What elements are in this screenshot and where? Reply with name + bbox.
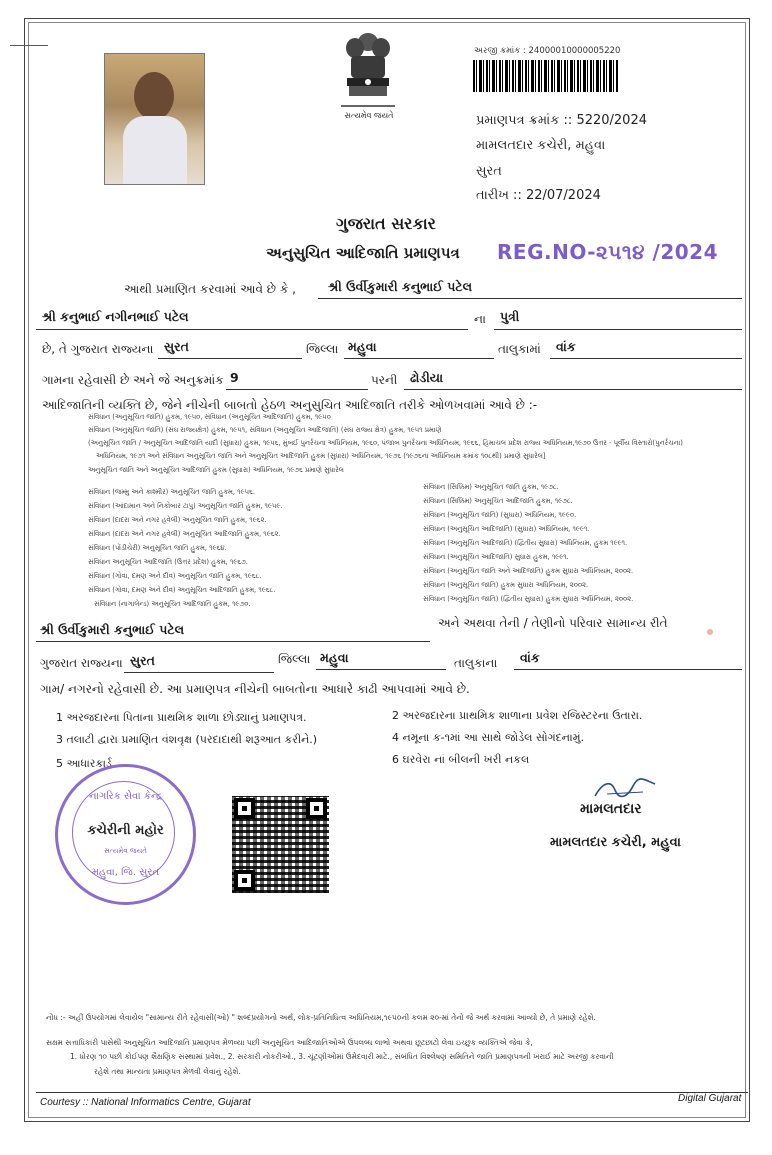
taluka-underline [344,357,494,359]
order-line: અધિનિયમ, ૧૯૭૧ અને સંવિધાન અનુસૂચિત જાતિ અને અનુસૂચિત આદિજાતિ હુકમ (સુધારા) અધિનિયમ, ૧૯૭૬ (૧૯૭૬ના અધિનિયમ ક્રમાંક ૧૦૮થી) પ્રમાણે સુધારેલ] [96,452,546,460]
certificate-title: અનુસુચિત આદિજાતિ પ્રમાણપત્ર [266,244,460,262]
issue-date: તારીખ :: 22/07/2024 [476,188,601,203]
order-left: સંવિધાન (દાદરા અને નગર હવેલી) અનુસૂચિત આદિજાતિ હુકમ, ૧૯૬૨. [88,530,281,538]
footer-divider [36,1092,748,1093]
serial-underline [226,388,368,390]
family-statement: અને અથવા તેની / તેણીનો પરિવાર સામાન્ય રીતે [438,616,668,630]
order-line: અનુસૂચિત જાતિ અને અનુસૂચિત આદિજાતિ હુકમ (સુધારા) અધિનિયમ, ૧૯૭૬ પ્રમાણે સુધારેલ [88,466,344,474]
family-holder-name: શ્રી ઉર્વીકુમારી કનુભાઈ પટેલ [40,622,185,637]
family-taluka: મહુવા [320,650,349,665]
document-item: 1 અરજદારના પિતાના પ્રાથમિક શાળા છોડ્યાનું પ્રમાણપત્ર. [56,711,307,724]
order-left: સંવિધાન (પોંડીચેરી) અનુસૂચિત જાતિ હુકમ, ૧૯૬૪. [88,544,227,552]
qr-code [232,796,329,893]
order-right: સંવિધાન (સિક્કિમ) અનુસૂચિત આદિજાતિ હુકમ, ૧૯૭૮. [423,497,573,505]
order-left: સંવિધાન (નાગાલેન્ડ) અનુસૂચિત આદિજાતિ હુકમ, ૧૯૭૦. [94,600,251,608]
basis-statement: ગામ/ નગરનો રહેવાસી છે. આ પ્રમાણપત્ર નીચેની બાબતોના આધારે કાઢી આપવામાં આવે છે. [40,682,470,696]
margin-mark [10,45,48,46]
signatory-office: મામલતદાર કચેરી, મહુવા [550,835,681,850]
order-line: (અનુસૂચિત જાતિ / અનુસૂચિત આદિજાતિ યાદી (સુધારા) હુકમ, ૧૯૫૬, મુંબઈ પુનર્રચના અધિનિયમ, ૧૯૬૦, પંજાબ પુનર્રચના અધિનિયમ, ૧૯૬૬, હિમાચલ પ્રદેશ રાજ્ય અધિનિયમ,૧૯૭૦ ઉત્તર - પૂર્વીય વિસ્તારો(પુનર્રચના) [88,439,683,447]
emblem-motto: સત્યમેવ જયતે [344,111,394,120]
holder-name-underline [318,297,742,299]
tribe-statement: આદિજાતિની વ્યક્તિ છે, જેને નીચેની બાબતો હેઠળ અનુસુચિત આદિજાતિ તરીકે ઓળખવામાં આવે છે :- [42,398,538,412]
document-item: 5 આધારકાર્ડ [56,757,112,770]
order-line: સંવિધાન (અનુસૂચિત જાતિ) (સંઘ રાજ્યક્ષેત્ર) હુકમ, ૧૯૫૧, સંવિધાન (અનુસૂચિત આદિજાતિ) (સંઘ રાજ્ય ક્ષેત્ર) હુકમ, ૧૯૫૧ પ્રમાણે [88,426,442,434]
order-right: સંવિધાન (અનુસૂચિત આદિજાતિ) (સુધારા) અધિનિયમ, ૧૯૯૧. [423,525,590,533]
certificate-inner-border [28,22,746,1118]
tribe-name: ઢોડીયા [410,370,444,385]
document-item: 2 અરજદારના પ્રાથમિક શાળાના પ્રવેશ રજિસ્ટરના ઉતારા. [392,709,643,722]
document-item: 4 નમૂના ક-૧માં આ સાથે જોડેલ સોગંદનામું. [392,731,584,744]
order-line: સંવિધાન (અનુસૂચિત જાતિ) હુકમ, ૧૯૫૦, સંવિધાન (અનુસૂચિત આદિજાતિ) હુકમ, ૧૯૫૦ [88,413,331,421]
office-seal [55,764,196,905]
applicant-photo [104,53,205,185]
signatory-title: મામલતદાર [580,801,642,817]
tribe-underline [404,388,742,390]
issuing-place: સુરત [476,164,502,179]
relation-underline [494,328,742,330]
certificate-number: પ્રમાણપત્ર ક્રમાંક :: 5220/2024 [476,113,647,128]
barcode [473,60,619,92]
family-village-underline [514,668,742,670]
order-left: સંવિધાન (દાદરા અને નગર હવેલી) અનુસૂચિત જાતિ હુકમ, ૧૯૬૨. [88,516,267,524]
village: વાંક [556,339,576,354]
family-district-underline [124,671,274,673]
benefit-note: સક્ષમ સત્તાધિકારી પાસેથી અનુસૂચિત આદિજાતિ પ્રમાણપત્ર મેળવ્યા પછી અનુસૂચિત આદિજાતિઓએ ઉપલબ્ધ લાભો અથવા છૂટછાટો લેવા ઇચ્છુક વ્યક્તિએ જેવા કે, [46,1038,533,1047]
sub-label: પરની [371,373,398,387]
national-emblem-icon [335,28,401,118]
order-right: સંવિધાન (અનુસૂચિત જાતિ) (દ્વિતીય સુધારા) હુકમ સુધારા અધિનિયમ, ૨૦૦૨. [423,595,634,603]
family-state-label: ગુજરાત રાજ્યના [40,656,123,670]
benefit-list: 1. ધોરણ ૧૦ પછી કોઈપણ શૈક્ષણિક સંસ્થામાં પ્રવેશ., 2. સરકારી નોકરીઓ., 3. ચૂંટણીઓમાં ઉમેદવારી માટે., સંબંધિત વિશ્લેષણ સમિતિને જાતિ પ્રમાણપત્રની ખરાઈ માટે અરજી કરવાની [70,1052,614,1061]
parent-name: શ્રી કનુભાઈ નગીનભાઈ પટેલ [42,309,189,324]
serial-number: 9 [230,370,239,385]
order-left: સંવિધાન (ગોવા, દમણ અને દીવ) અનુસૂચિત જાતિ હુકમ, ૧૯૬૮. [88,572,262,580]
order-right: સંવિધાન (અનુસૂચિત જાતિ) (સુધારા) અધિનિયમ, ૧૯૯૦. [423,511,577,519]
order-left: સંવિધાન (આંદામાન અને નિકોબાર ટાપુ) અનુસૂચિત જાતિ હુકમ, ૧૯૫૯. [88,502,283,510]
order-right: સંવિધાન (અનુસૂચિત જાતિ) હુકમ સુધારા અધિનિયમ, ૨૦૦૨. [423,581,589,589]
order-left: સંવિધાન (ગોવા, દમણ અને દીવ) અનુસૂચિત આદિજાતિ હુકમ, ૧૯૬૮. [88,586,276,594]
taluka: મહુવા [348,339,377,354]
signature-icon [593,778,657,800]
relation-prefix: ના [474,312,486,326]
state-label: છે, તે ગુજરાત રાજ્યના [42,342,154,356]
district-label: જિલ્લા [306,342,339,356]
family-district: સુરત [130,653,155,668]
parent-name-underline [36,328,468,330]
family-district-label: જિલ્લા [278,652,311,666]
taluka-label: તાલુકામાં [498,342,541,356]
village-underline [550,357,742,359]
seal-rim-bottom: મહુવા, જિ. સુરત [91,867,160,878]
benefit-list-continued: રહેશે તથા માન્યતા પ્રમાણપત્ર મેળવી લેવાનું રહેશે. [94,1067,241,1076]
family-village: વાંક [520,650,540,665]
order-left: સંવિધાન અનુસૂચિત આદિજાતિ (ઉત્તર પ્રદેશ) હુકમ, ૧૯૬૭. [88,558,248,566]
order-left: સંવિધાન (જમ્મુ અને કાશ્મીર) અનુસૂચિત જાતિ હુકમ, ૧૯૫૬. [88,488,255,496]
application-number: અરજી ક્રમાંક : 24000010000005220 [474,46,621,56]
government-title: ગુજરાત સરકાર [336,214,436,233]
order-right: સંવિધાન (અનુસૂચિત આદિજાતિ) (દ્વિતીય સુધારા) અધિનિયમ, હુકમ ૧૯૯૧. [423,539,628,547]
usage-note: નોંધ :- અહીં ઉપયોગમાં લેવાયેલ "સામાન્ય રીતે રહેવાસી(ઓ) " શબ્દપ્રયોગનો અર્થ, લોક-પ્રતિનિધિત્વ અધિનિયમ,૧૯૫૦ની કલમ ૨૦-માં તેનો જે અર્થ કરવામાં આવ્યો છે, તે પ્રમાણે રહેશે. [46,1013,596,1022]
family-taluka-underline [316,668,446,670]
ink-dot [707,629,713,635]
document-item: 3 તલાટી દ્વારા પ્રમાણિત વંશવૃક્ષ (પરદાદાથી શરૂઆત કરીને.) [56,733,318,746]
issuing-office: મામલતદાર કચેરી, મહુવા [476,138,606,153]
registration-number-stamp: REG.NO-૨૫૧૪ /2024 [497,240,718,264]
holder-name: શ્રી ઉર્વીકુમારી કનુભાઈ પટેલ [328,279,473,294]
order-right: સંવિધાન (અનુસૂચિત જાતિ અને આદિજાતિ) હુકમ સુધારા અધિનિયમ, ૨૦૦૨. [423,567,634,575]
relation: પુત્રી [500,309,520,324]
document-item: 6 ઘરવેરા નાં બીલની ખરી નકલ [392,753,530,766]
district: સુરત [164,339,189,354]
order-right: સંવિધાન (સિક્કિમ) અનુસૂચિત જાતિ હુકમ, ૧૯૭૮. [423,483,559,491]
seal-center-text: કચેરીની મહોર [87,823,164,838]
family-holder-underline [36,640,430,642]
seal-rim-top: નાગરિક સેવા કેન્દ્ર [89,791,162,802]
certify-label: આથી પ્રમાણિત કરવામાં આવે છે કે , [124,282,296,296]
district-underline [158,357,302,359]
resident-label: ગામના રહેવાસી છે અને જે અનુક્રમાંક [42,373,224,387]
order-right: સંવિધાન (અનુસૂચિત આદિજાતિ) સુધારા હુકમ, ૧૯૯૧. [423,553,569,561]
seal-motto: સત્યમેવ જયતે [104,847,147,855]
family-taluka-label: તાલુકાના [454,656,498,670]
footer-brand: Digital Gujarat [678,1093,742,1104]
footer-courtesy: Courtesy :: National Informatics Centre, Gujarat [40,1097,251,1108]
